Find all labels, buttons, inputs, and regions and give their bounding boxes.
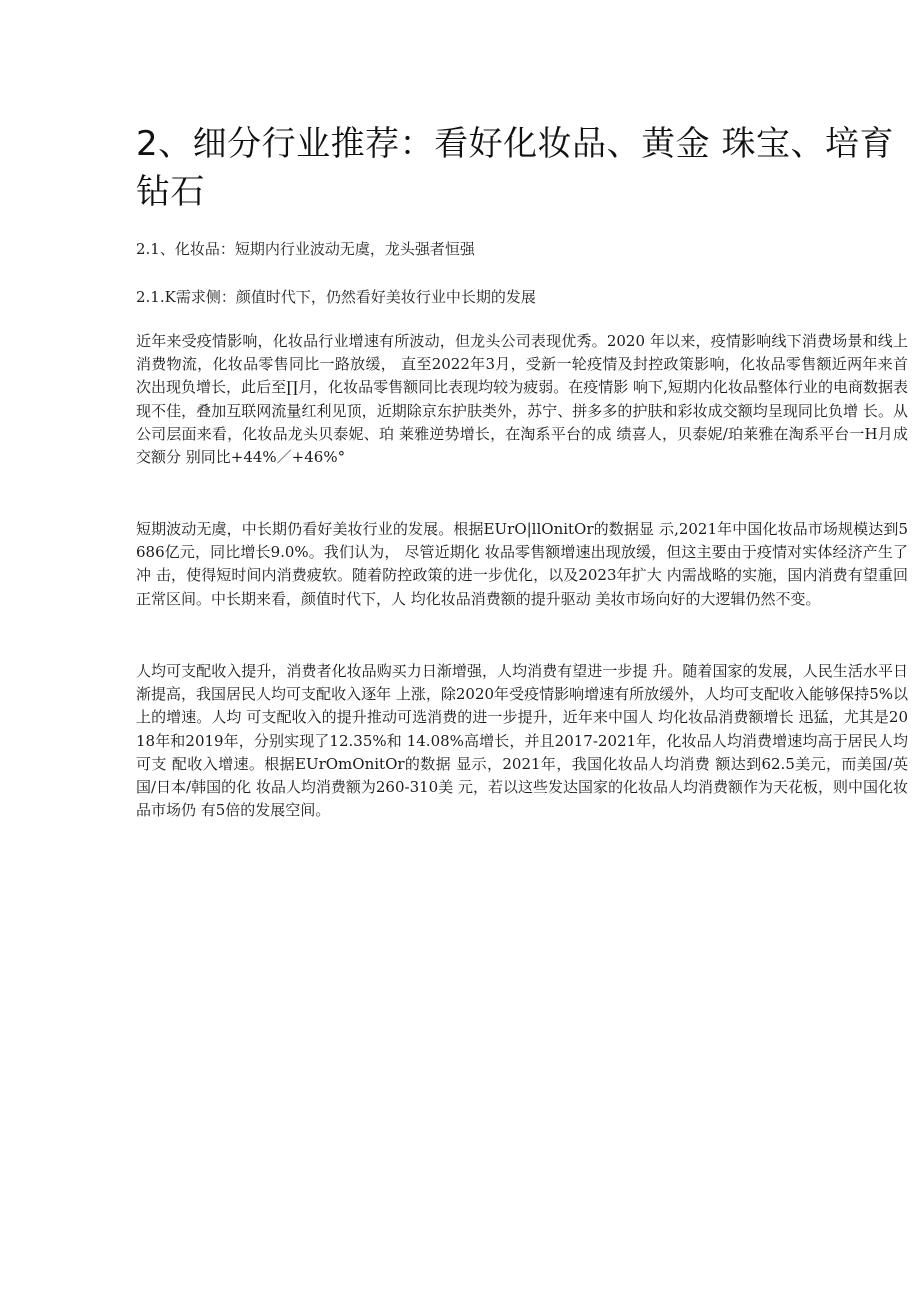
- body-paragraph-3: 人均可支配收入提升，消费者化妆品购买力日渐增强，人均消费有望进一步提 升。随着国家的发展，人民生活水平日渐提高，我国居民人均可支配收入逐年 上涨，除2020年受疫情影响增速有所放缓外，人均可支配收入能够保持5%以 上的增速。人均 可支配收入的提升推动可选消费的进一步提升，近年来中国人 均化妆品消费额增长 迅猛，尤其是2018年和2019年，分别实现了12.35%和 14.08%高增长，并且2017-2021年，化妆品人均消费增速均高于居民人均可支 配收入增速。根据EUrOmOnitOr的数据 显示，2021年，我国化妆品人均消费 额达到62.5美元，而美国/英国/日本/韩国的化 妆品人均消费额为260-310美 元，若以这些发达国家的化妆品人均消费额作为天花板，则中国化妆品市场仍 有5倍的发展空间。: [136, 662, 908, 820]
- subsection-heading: 2.1.K需求侧：颜值时代下，仍然看好美妆行业中长期的发展: [136, 288, 536, 306]
- page-title: 2、细分行业推荐：看好化妆品、黄金 珠宝、培育钻石: [136, 124, 894, 212]
- body-paragraph-1: 近年来受疫情影响，化妆品行业增速有所波动，但龙头公司表现优秀。2020 年以来，疫情影响线下消费场景和线上消费物流，化妆品零售同比一路放缓， 直至2022年3月，受新一轮疫情及封控政策影响，化妆品零售额近两年来首 次出现负增长，此后至∏月，化妆品零售额同比表现均较为疲弱。在疫情影 响下,短期内化妆品整体行业的电商数据表现不佳，叠加互联网流量红利见顶，近期除京东护肤类外，苏宁、拼多多的护肤和彩妆成交额均呈现同比负增 长。从公司层面来看，化妆品龙头贝泰妮、珀 莱雅逆势增长，在淘系平台的成 绩喜人，贝泰妮/珀莱雅在淘系平台一H月成交额分 别同比+44%／+46%°: [136, 332, 908, 467]
- section-heading: 2.1、化妆品：短期内行业波动无虞，龙头强者恒强: [136, 240, 475, 258]
- body-paragraph-2: 短期波动无虞，中长期仍看好美妆行业的发展。根据EUrO|llOnitOr的数据显 示,2021年中国化妆品市场规模达到5686亿元，同比增长9.0%。我们认为， 尽管近期化 妆品零售额增速出现放缓，但这主要由于疫情对实体经济产生了冲 击，使得短时间内消费疲软。随着防控政策的进一步优化，以及2023年扩大 内需战略的实施，国内消费有望重回正常区间。中长期来看，颜值时代下，人 均化妆品消费额的提升驱动 美妆市场向好的大逻辑仍然不变。: [136, 520, 908, 608]
